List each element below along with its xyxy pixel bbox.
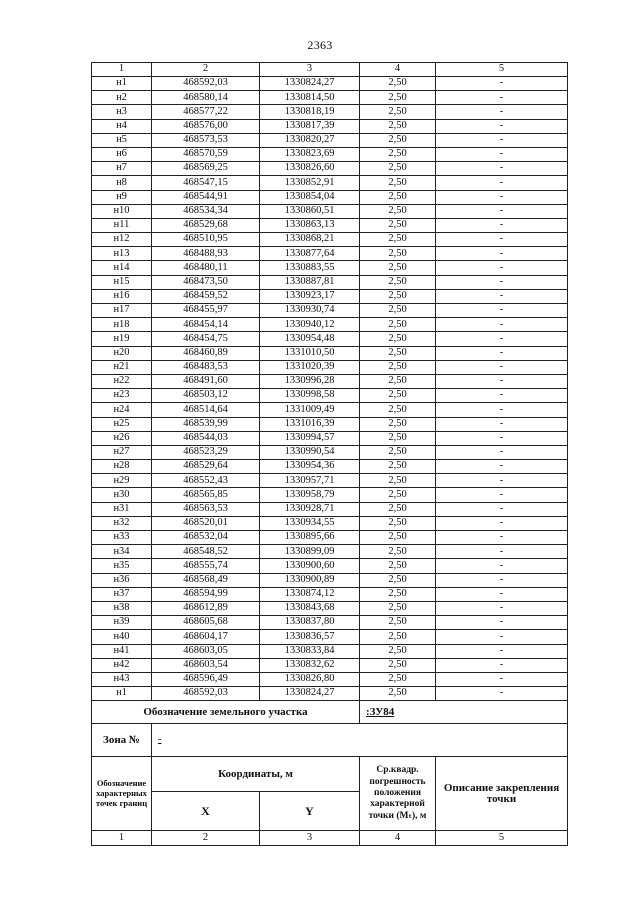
position-error: 2,50	[360, 431, 436, 445]
position-error: 2,50	[360, 644, 436, 658]
y-coordinate: 1330877,64	[260, 247, 360, 261]
x-coordinate: 468455,97	[152, 304, 260, 318]
y-coordinate: 1330818,19	[260, 105, 360, 119]
point-label: н39	[92, 616, 152, 630]
point-label: н19	[92, 332, 152, 346]
position-error: 2,50	[360, 687, 436, 701]
point-label: н25	[92, 417, 152, 431]
fixing-description: -	[436, 630, 568, 644]
y-coordinate: 1330833,84	[260, 644, 360, 658]
table-row	[92, 616, 568, 630]
x-coordinate: 468565,85	[152, 488, 260, 502]
position-error: 2,50	[360, 318, 436, 332]
zone-row	[92, 724, 568, 757]
fixing-description: -	[436, 289, 568, 303]
fixing-description: -	[436, 672, 568, 686]
x-coordinate: 468592,03	[152, 77, 260, 91]
point-label: н23	[92, 389, 152, 403]
x-coordinate: 468568,49	[152, 573, 260, 587]
point-label: н20	[92, 346, 152, 360]
x-coordinate: 468480,11	[152, 261, 260, 275]
point-label: н38	[92, 601, 152, 615]
fixing-description: -	[436, 644, 568, 658]
x-coordinate: 468605,68	[152, 616, 260, 630]
point-label: н28	[92, 460, 152, 474]
table-row	[92, 204, 568, 218]
fixing-description: -	[436, 403, 568, 417]
fixing-description: -	[436, 318, 568, 332]
x-coordinate: 468539,99	[152, 417, 260, 431]
position-error: 2,50	[360, 545, 436, 559]
y-coordinate: 1330928,71	[260, 502, 360, 516]
x-coordinate: 468503,12	[152, 389, 260, 403]
x-coordinate: 468454,75	[152, 332, 260, 346]
position-error: 2,50	[360, 474, 436, 488]
y-coordinate: 1330923,17	[260, 289, 360, 303]
table-row	[92, 133, 568, 147]
position-error: 2,50	[360, 261, 436, 275]
y-coordinate: 1330824,27	[260, 77, 360, 91]
y-coordinate: 1330826,80	[260, 672, 360, 686]
x-coordinate: 468520,01	[152, 516, 260, 530]
point-label: н21	[92, 360, 152, 374]
x-coordinate: 468547,15	[152, 176, 260, 190]
table-row	[92, 275, 568, 289]
table-row	[92, 77, 568, 91]
position-error: 2,50	[360, 204, 436, 218]
fixing-description: -	[436, 687, 568, 701]
position-error: 2,50	[360, 389, 436, 403]
fixing-description: -	[436, 658, 568, 672]
table-row	[92, 403, 568, 417]
position-error: 2,50	[360, 630, 436, 644]
y-header: Y	[260, 792, 360, 831]
position-error: 2,50	[360, 460, 436, 474]
x-coordinate: 468580,14	[152, 91, 260, 105]
point-label: н6	[92, 147, 152, 161]
x-coordinate: 468592,03	[152, 687, 260, 701]
x-coordinate: 468570,59	[152, 147, 260, 161]
position-error: 2,50	[360, 531, 436, 545]
y-coordinate: 1330940,12	[260, 318, 360, 332]
position-error: 2,50	[360, 403, 436, 417]
position-error: 2,50	[360, 133, 436, 147]
x-coordinate: 468459,52	[152, 289, 260, 303]
fixing-description: -	[436, 573, 568, 587]
table-row	[92, 360, 568, 374]
y-coordinate: 1330899,09	[260, 545, 360, 559]
position-error: 2,50	[360, 162, 436, 176]
fixing-description: -	[436, 119, 568, 133]
description-header: Описание закрепления точки	[436, 757, 568, 831]
column-number: 5	[436, 63, 568, 77]
fixing-description: -	[436, 233, 568, 247]
position-error: 2,50	[360, 672, 436, 686]
x-coordinate: 468604,17	[152, 630, 260, 644]
position-error: 2,50	[360, 289, 436, 303]
point-label: н14	[92, 261, 152, 275]
point-label: н43	[92, 672, 152, 686]
position-error: 2,50	[360, 346, 436, 360]
position-error: 2,50	[360, 587, 436, 601]
y-coordinate: 1330836,57	[260, 630, 360, 644]
y-coordinate: 1330994,57	[260, 431, 360, 445]
position-error: 2,50	[360, 374, 436, 388]
y-coordinate: 1330934,55	[260, 516, 360, 530]
fixing-description: -	[436, 176, 568, 190]
table-row	[92, 687, 568, 701]
point-label: н1	[92, 687, 152, 701]
point-label: н8	[92, 176, 152, 190]
y-coordinate: 1330874,12	[260, 587, 360, 601]
x-coordinate: 468544,03	[152, 431, 260, 445]
x-coordinate: 468523,29	[152, 445, 260, 459]
fixing-description: -	[436, 91, 568, 105]
table-row	[92, 516, 568, 530]
y-coordinate: 1330930,74	[260, 304, 360, 318]
table-row	[92, 218, 568, 232]
fixing-description: -	[436, 332, 568, 346]
x-coordinate: 468576,00	[152, 119, 260, 133]
x-coordinate: 468532,04	[152, 531, 260, 545]
table-row	[92, 545, 568, 559]
point-label: н37	[92, 587, 152, 601]
x-coordinate: 468491,60	[152, 374, 260, 388]
position-error: 2,50	[360, 360, 436, 374]
y-coordinate: 1330958,79	[260, 488, 360, 502]
point-designation-header: Обозначение характерных точек границ	[92, 757, 152, 831]
column-number: 1	[92, 831, 152, 846]
y-coordinate: 1330998,58	[260, 389, 360, 403]
y-coordinate: 1330954,36	[260, 460, 360, 474]
fixing-description: -	[436, 105, 568, 119]
table-row	[92, 346, 568, 360]
page-number: 2363	[307, 38, 333, 52]
point-label: н27	[92, 445, 152, 459]
position-error: 2,50	[360, 77, 436, 91]
position-error: 2,50	[360, 190, 436, 204]
position-error: 2,50	[360, 304, 436, 318]
point-label: н10	[92, 204, 152, 218]
fixing-description: -	[436, 204, 568, 218]
y-coordinate: 1331010,50	[260, 346, 360, 360]
y-coordinate: 1330996,28	[260, 374, 360, 388]
x-coordinate: 468534,34	[152, 204, 260, 218]
position-error: 2,50	[360, 445, 436, 459]
column-number: 4	[360, 831, 436, 846]
y-coordinate: 1330814,50	[260, 91, 360, 105]
table-row	[92, 332, 568, 346]
position-error: 2,50	[360, 417, 436, 431]
x-coordinate: 468544,91	[152, 190, 260, 204]
point-label: н7	[92, 162, 152, 176]
point-label: н3	[92, 105, 152, 119]
point-label: н4	[92, 119, 152, 133]
y-coordinate: 1331009,49	[260, 403, 360, 417]
position-error: 2,50	[360, 275, 436, 289]
x-coordinate: 468555,74	[152, 559, 260, 573]
point-label: н32	[92, 516, 152, 530]
x-coordinate: 468603,54	[152, 658, 260, 672]
y-coordinate: 1330887,81	[260, 275, 360, 289]
fixing-description: -	[436, 431, 568, 445]
table-row	[92, 417, 568, 431]
table-row	[92, 147, 568, 161]
x-coordinate: 468483,53	[152, 360, 260, 374]
y-coordinate: 1330900,60	[260, 559, 360, 573]
y-coordinate: 1330990,54	[260, 445, 360, 459]
fixing-description: -	[436, 346, 568, 360]
fixing-description: -	[436, 531, 568, 545]
position-error: 2,50	[360, 658, 436, 672]
fixing-description: -	[436, 587, 568, 601]
fixing-description: -	[436, 545, 568, 559]
fixing-description: -	[436, 77, 568, 91]
point-label: н33	[92, 531, 152, 545]
position-error: 2,50	[360, 176, 436, 190]
point-label: н34	[92, 545, 152, 559]
table-row	[92, 658, 568, 672]
point-label: н40	[92, 630, 152, 644]
x-coordinate: 468552,43	[152, 474, 260, 488]
table-row	[92, 389, 568, 403]
table-row	[92, 176, 568, 190]
position-error: 2,50	[360, 601, 436, 615]
table-row	[92, 601, 568, 615]
position-error: 2,50	[360, 488, 436, 502]
position-error: 2,50	[360, 119, 436, 133]
y-coordinate: 1330854,04	[260, 190, 360, 204]
fixing-description: -	[436, 147, 568, 161]
table-row	[92, 261, 568, 275]
position-error: 2,50	[360, 91, 436, 105]
x-coordinate: 468529,68	[152, 218, 260, 232]
position-error: 2,50	[360, 516, 436, 530]
fixing-description: -	[436, 488, 568, 502]
fixing-description: -	[436, 261, 568, 275]
fixing-description: -	[436, 360, 568, 374]
fixing-description: -	[436, 616, 568, 630]
position-error: 2,50	[360, 247, 436, 261]
fixing-description: -	[436, 374, 568, 388]
fixing-description: -	[436, 460, 568, 474]
point-label: н1	[92, 77, 152, 91]
table-row	[92, 247, 568, 261]
y-coordinate: 1330824,27	[260, 687, 360, 701]
table-row	[92, 559, 568, 573]
column-number: 4	[360, 63, 436, 77]
fixing-description: -	[436, 218, 568, 232]
table-row	[92, 91, 568, 105]
fixing-description: -	[436, 445, 568, 459]
x-coordinate: 468460,89	[152, 346, 260, 360]
point-label: н26	[92, 431, 152, 445]
position-error: 2,50	[360, 218, 436, 232]
column-number-row	[92, 63, 568, 77]
point-label: н24	[92, 403, 152, 417]
x-coordinate: 468573,53	[152, 133, 260, 147]
y-coordinate: 1331020,39	[260, 360, 360, 374]
x-coordinate: 468510,95	[152, 233, 260, 247]
fixing-description: -	[436, 275, 568, 289]
coordinates-header: Координаты, м	[152, 757, 360, 792]
position-error: 2,50	[360, 105, 436, 119]
table-row	[92, 190, 568, 204]
table-row	[92, 318, 568, 332]
x-coordinate: 468529,64	[152, 460, 260, 474]
next-table-header-row	[92, 757, 568, 792]
table-row	[92, 304, 568, 318]
point-label: н5	[92, 133, 152, 147]
table-row	[92, 474, 568, 488]
x-coordinate: 468596,49	[152, 672, 260, 686]
point-label: н15	[92, 275, 152, 289]
x-coordinate: 468563,53	[152, 502, 260, 516]
zone-label: Зона №	[92, 724, 152, 757]
point-label: н30	[92, 488, 152, 502]
table-row	[92, 162, 568, 176]
x-coordinate: 468488,93	[152, 247, 260, 261]
error-header: Ср.квадр. погрешность положения характерной точки (Mₜ), м	[360, 757, 436, 831]
x-header: X	[152, 792, 260, 831]
y-coordinate: 1330868,21	[260, 233, 360, 247]
point-label: н31	[92, 502, 152, 516]
point-label: н22	[92, 374, 152, 388]
table-row	[92, 644, 568, 658]
x-coordinate: 468454,14	[152, 318, 260, 332]
x-coordinate: 468612,89	[152, 601, 260, 615]
y-coordinate: 1330883,55	[260, 261, 360, 275]
table-row	[92, 488, 568, 502]
y-coordinate: 1330852,91	[260, 176, 360, 190]
land-plot-label: Обозначение земельного участка	[92, 701, 360, 724]
y-coordinate: 1330820,27	[260, 133, 360, 147]
column-number: 5	[436, 831, 568, 846]
coordinates-table	[91, 62, 568, 846]
position-error: 2,50	[360, 147, 436, 161]
y-coordinate: 1330837,80	[260, 616, 360, 630]
point-label: н18	[92, 318, 152, 332]
table-row	[92, 672, 568, 686]
position-error: 2,50	[360, 616, 436, 630]
column-number: 2	[152, 831, 260, 846]
fixing-description: -	[436, 389, 568, 403]
point-label: н12	[92, 233, 152, 247]
point-label: н11	[92, 218, 152, 232]
x-coordinate: 468548,52	[152, 545, 260, 559]
x-coordinate: 468594,99	[152, 587, 260, 601]
column-number: 1	[92, 63, 152, 77]
position-error: 2,50	[360, 233, 436, 247]
point-label: н35	[92, 559, 152, 573]
x-coordinate: 468569,25	[152, 162, 260, 176]
table-row	[92, 460, 568, 474]
position-error: 2,50	[360, 559, 436, 573]
y-coordinate: 1330843,68	[260, 601, 360, 615]
fixing-description: -	[436, 304, 568, 318]
x-coordinate: 468577,22	[152, 105, 260, 119]
y-coordinate: 1330823,69	[260, 147, 360, 161]
fixing-description: -	[436, 516, 568, 530]
y-coordinate: 1330860,51	[260, 204, 360, 218]
fixing-description: -	[436, 162, 568, 176]
fixing-description: -	[436, 417, 568, 431]
x-coordinate: 468514,64	[152, 403, 260, 417]
column-number: 3	[260, 63, 360, 77]
y-coordinate: 1330863,13	[260, 218, 360, 232]
fixing-description: -	[436, 247, 568, 261]
table-row	[92, 374, 568, 388]
land-plot-value: :ЗУ84	[360, 701, 568, 724]
table-row	[92, 630, 568, 644]
fixing-description: -	[436, 133, 568, 147]
table-row	[92, 289, 568, 303]
point-label: н42	[92, 658, 152, 672]
y-coordinate: 1330895,66	[260, 531, 360, 545]
y-coordinate: 1331016,39	[260, 417, 360, 431]
table-row	[92, 431, 568, 445]
point-label: н41	[92, 644, 152, 658]
table-row	[92, 587, 568, 601]
point-label: н36	[92, 573, 152, 587]
land-plot-row	[92, 701, 568, 724]
point-label: н29	[92, 474, 152, 488]
point-label: н13	[92, 247, 152, 261]
point-label: н9	[92, 190, 152, 204]
x-coordinate: 468473,50	[152, 275, 260, 289]
table-row	[92, 573, 568, 587]
column-number: 3	[260, 831, 360, 846]
y-coordinate: 1330900,89	[260, 573, 360, 587]
x-coordinate: 468603,05	[152, 644, 260, 658]
table-row	[92, 119, 568, 133]
fixing-description: -	[436, 502, 568, 516]
fixing-description: -	[436, 559, 568, 573]
table-row	[92, 445, 568, 459]
zone-value: -	[152, 724, 568, 757]
point-label: н16	[92, 289, 152, 303]
fixing-description: -	[436, 474, 568, 488]
next-column-number-row	[92, 831, 568, 846]
position-error: 2,50	[360, 332, 436, 346]
y-coordinate: 1330954,48	[260, 332, 360, 346]
fixing-description: -	[436, 190, 568, 204]
point-label: н17	[92, 304, 152, 318]
position-error: 2,50	[360, 502, 436, 516]
position-error: 2,50	[360, 573, 436, 587]
y-coordinate: 1330817,39	[260, 119, 360, 133]
y-coordinate: 1330957,71	[260, 474, 360, 488]
column-number: 2	[152, 63, 260, 77]
table-row	[92, 531, 568, 545]
y-coordinate: 1330826,60	[260, 162, 360, 176]
table-row	[92, 502, 568, 516]
point-label: н2	[92, 91, 152, 105]
table-row	[92, 105, 568, 119]
fixing-description: -	[436, 601, 568, 615]
y-coordinate: 1330832,62	[260, 658, 360, 672]
table-row	[92, 233, 568, 247]
